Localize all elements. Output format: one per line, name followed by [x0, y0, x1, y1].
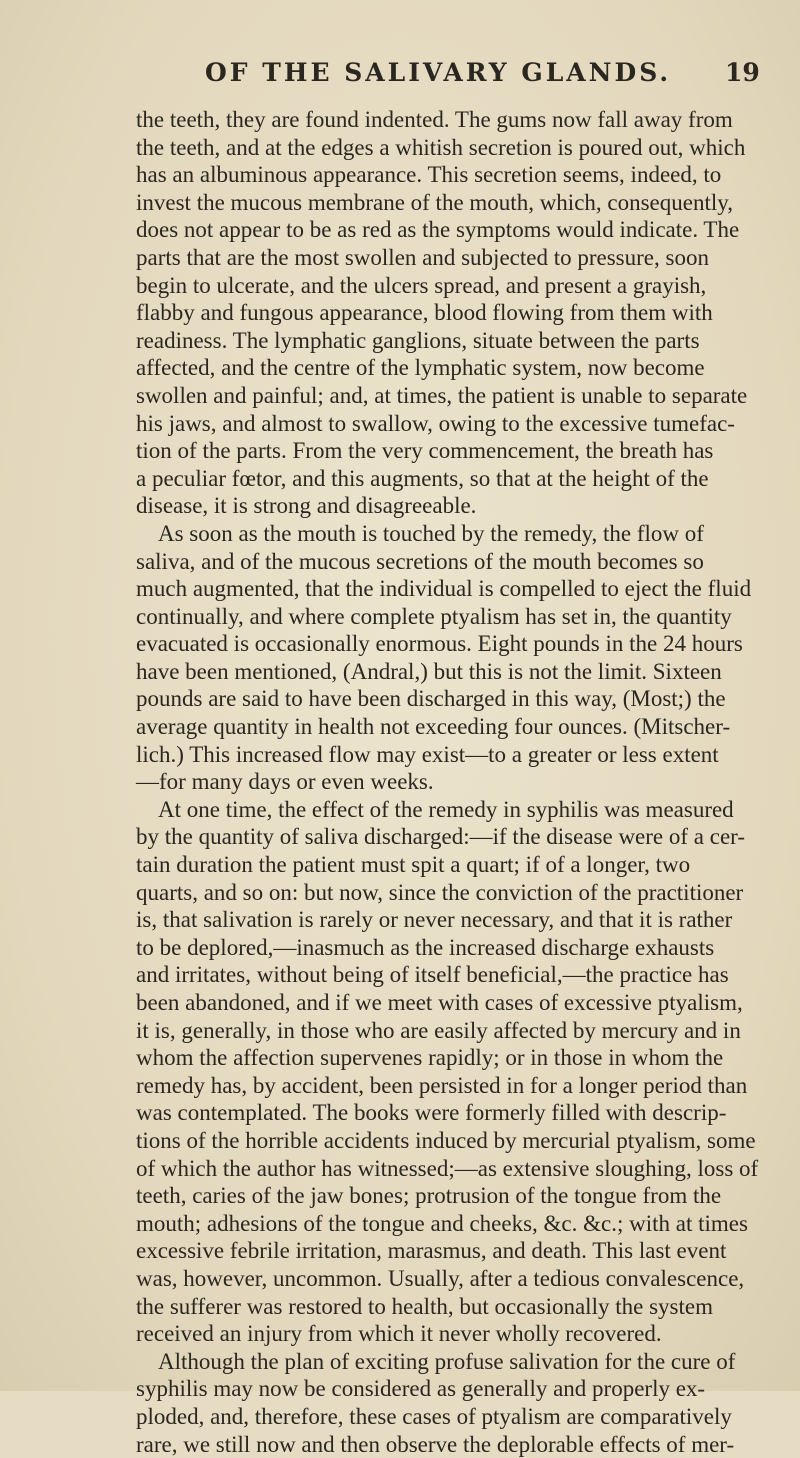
text-line: syphilis may now be considered as generally and properly ex- [136, 1375, 768, 1403]
text-line: is, that salivation is rarely or never necessary, and that it is rather [136, 906, 768, 934]
text-line: tions of the horrible accidents induced by mercurial ptyalism, some [136, 1127, 768, 1155]
text-line: by the quantity of saliva discharged:—if the disease were of a cer- [136, 823, 768, 851]
text-line: pounds are said to have been discharged in this way, (Most;) the [136, 685, 768, 713]
text-line: of which the author has witnessed;—as extensive sloughing, loss of [136, 1155, 768, 1183]
text-line: continually, and where complete ptyalism has set in, the quantity [136, 603, 768, 631]
text-line: flabby and fungous appearance, blood flowing from them with [136, 299, 768, 327]
text-line: has an albuminous appearance. This secretion seems, indeed, to [136, 161, 768, 189]
text-line: teeth, caries of the jaw bones; protrusion of the tongue from the [136, 1182, 768, 1210]
text-line: Although the plan of exciting profuse salivation for the cure of [136, 1348, 768, 1376]
text-line: disease, it is strong and disagreeable. [136, 492, 768, 520]
text-line: received an injury from which it never wholly recovered. [136, 1320, 768, 1348]
text-line: quarts, and so on: but now, since the conviction of the practitioner [136, 879, 768, 907]
text-line: a peculiar fœtor, and this augments, so that at the height of the [136, 465, 768, 493]
text-line: rare, we still now and then observe the deplorable effects of mer- [136, 1431, 768, 1458]
text-line: the sufferer was restored to health, but occasionally the system [136, 1293, 768, 1321]
text-line: it is, generally, in those who are easily affected by mercury and in [136, 1017, 768, 1045]
text-line: begin to ulcerate, and the ulcers spread, and present a grayish, [136, 272, 768, 300]
text-line: At one time, the effect of the remedy in syphilis was measured [136, 796, 768, 824]
text-line: was contemplated. The books were formerly filled with descrip- [136, 1099, 768, 1127]
text-line: does not appear to be as red as the symptoms would indicate. The [136, 216, 768, 244]
text-line: readiness. The lymphatic ganglions, situate between the parts [136, 327, 768, 355]
text-line: remedy has, by accident, been persisted in for a longer period than [136, 1072, 768, 1100]
text-line: evacuated is occasionally enormous. Eight pounds in the 24 hours [136, 630, 768, 658]
text-line: the teeth, and at the edges a whitish secretion is poured out, which [136, 134, 768, 162]
text-line: much augmented, that the individual is compelled to eject the fluid [136, 575, 768, 603]
text-line: tion of the parts. From the very commencement, the breath has [136, 437, 768, 465]
text-line: lich.) This increased flow may exist—to a greater or less extent [136, 741, 768, 769]
text-line: to be deplored,—inasmuch as the increased discharge exhausts [136, 934, 768, 962]
text-line: average quantity in health not exceeding four ounces. (Mitscher- [136, 713, 768, 741]
text-line: parts that are the most swollen and subjected to pressure, soon [136, 244, 768, 272]
text-line: —for many days or even weeks. [136, 768, 768, 796]
text-line: excessive febrile irritation, marasmus, and death. This last event [136, 1237, 768, 1265]
text-line: the teeth, they are found indented. The gums now fall away from [136, 106, 768, 134]
page-header [0, 58, 800, 98]
text-line: whom the affection supervenes rapidly; or in those in whom the [136, 1044, 768, 1072]
text-line: saliva, and of the mucous secretions of the mouth becomes so [136, 548, 768, 576]
body-text [136, 106, 768, 1458]
text-line: his jaws, and almost to swallow, owing to the excessive tumefac- [136, 410, 768, 438]
page-number: 19 [725, 58, 760, 87]
text-line: ploded, and, therefore, these cases of ptyalism are comparatively [136, 1403, 768, 1431]
text-line: tain duration the patient must spit a quart; if of a longer, two [136, 851, 768, 879]
text-line: mouth; adhesions of the tongue and cheeks, &c. &c.; with at times [136, 1210, 768, 1238]
running-title: OF THE SALIVARY GLANDS. [205, 58, 671, 87]
text-line: have been mentioned, (Andral,) but this is not the limit. Sixteen [136, 658, 768, 686]
text-line: invest the mucous membrane of the mouth, which, consequently, [136, 189, 768, 217]
text-line: and irritates, without being of itself beneficial,—the practice has [136, 961, 768, 989]
text-line: As soon as the mouth is touched by the remedy, the flow of [136, 520, 768, 548]
text-line: swollen and painful; and, at times, the patient is unable to separate [136, 382, 768, 410]
text-line: been abandoned, and if we meet with cases of excessive ptyalism, [136, 989, 768, 1017]
text-line: affected, and the centre of the lymphatic system, now become [136, 354, 768, 382]
text-line: was, however, uncommon. Usually, after a tedious convalescence, [136, 1265, 768, 1293]
